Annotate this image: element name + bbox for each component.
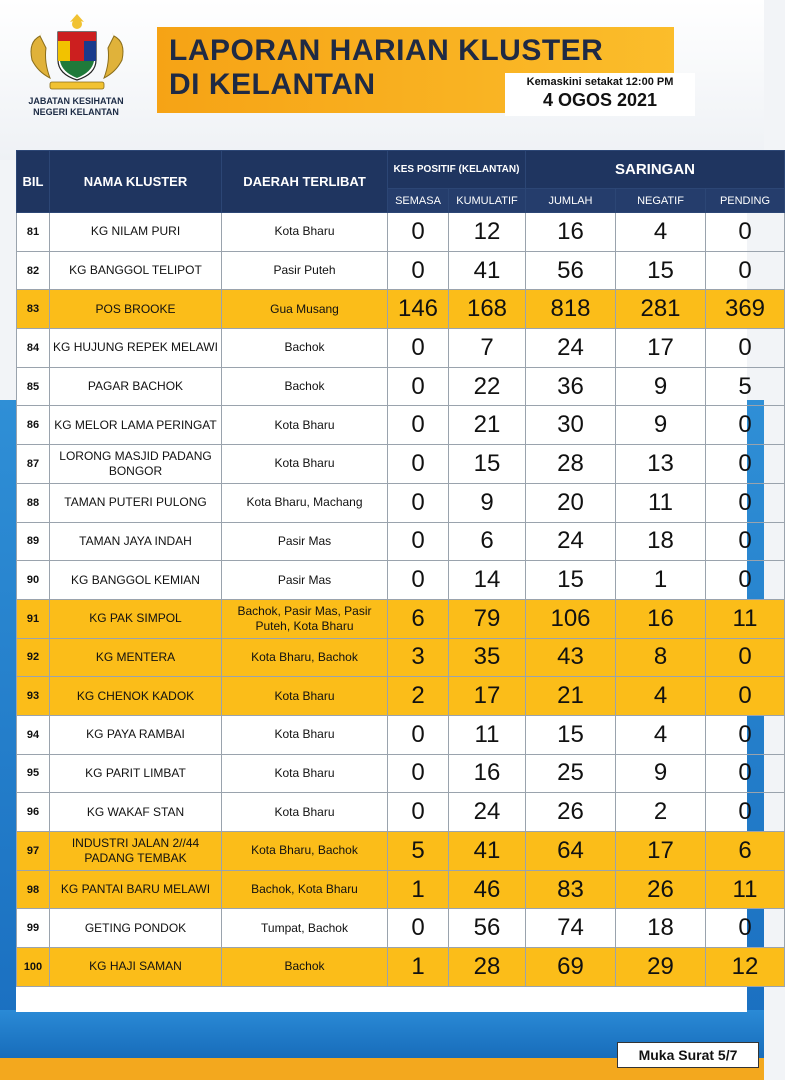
cell-bil: 91 xyxy=(17,599,50,638)
cell-semasa: 1 xyxy=(388,948,449,987)
cell-negatif: 2 xyxy=(616,793,706,832)
cell-daerah: Kota Bharu xyxy=(222,715,388,754)
cell-semasa: 0 xyxy=(388,213,449,252)
cell-negatif: 1 xyxy=(616,561,706,600)
cell-semasa: 146 xyxy=(388,290,449,329)
cell-semasa: 0 xyxy=(388,561,449,600)
cell-pending: 0 xyxy=(706,445,785,484)
cell-nama-kluster: LORONG MASJID PADANG BONGOR xyxy=(50,445,222,484)
page-title-line-1: LAPORAN HARIAN KLUSTER xyxy=(169,34,604,67)
cell-nama-kluster: INDUSTRI JALAN 2//44 PADANG TEMBAK xyxy=(50,832,222,871)
cell-kumulatif: 9 xyxy=(449,483,526,522)
cell-jumlah: 25 xyxy=(526,754,616,793)
cell-daerah: Bachok, Pasir Mas, Pasir Puteh, Kota Bharu xyxy=(222,599,388,638)
cell-negatif: 18 xyxy=(616,522,706,561)
cell-bil: 94 xyxy=(17,715,50,754)
cell-jumlah: 24 xyxy=(526,522,616,561)
cell-daerah: Kota Bharu xyxy=(222,406,388,445)
update-date: 4 OGOS 2021 xyxy=(542,90,658,110)
cell-jumlah: 56 xyxy=(526,251,616,290)
agency-name xyxy=(10,96,142,118)
table-row xyxy=(17,793,785,832)
cell-jumlah: 16 xyxy=(526,213,616,252)
cell-negatif: 17 xyxy=(616,329,706,368)
cell-jumlah: 64 xyxy=(526,832,616,871)
table-row xyxy=(17,599,785,638)
header-negatif: NEGATIF xyxy=(616,189,706,213)
cell-bil: 100 xyxy=(17,948,50,987)
cell-pending: 11 xyxy=(706,870,785,909)
cell-negatif: 26 xyxy=(616,870,706,909)
cell-semasa: 0 xyxy=(388,483,449,522)
cell-kumulatif: 15 xyxy=(449,445,526,484)
cell-negatif: 13 xyxy=(616,445,706,484)
cell-daerah: Kota Bharu xyxy=(222,677,388,716)
table-row xyxy=(17,367,785,406)
cell-negatif: 17 xyxy=(616,832,706,871)
cell-kumulatif: 46 xyxy=(449,870,526,909)
cell-pending: 0 xyxy=(706,329,785,368)
cell-nama-kluster: KG MENTERA xyxy=(50,638,222,677)
cell-kumulatif: 41 xyxy=(449,832,526,871)
cell-bil: 92 xyxy=(17,638,50,677)
cell-semasa: 3 xyxy=(388,638,449,677)
cell-kumulatif: 16 xyxy=(449,754,526,793)
table-row xyxy=(17,213,785,252)
cell-bil: 81 xyxy=(17,213,50,252)
cell-jumlah: 15 xyxy=(526,561,616,600)
agency-line-1: JABATAN KESIHATAN xyxy=(28,96,124,106)
cell-pending: 0 xyxy=(706,561,785,600)
cell-jumlah: 30 xyxy=(526,406,616,445)
cell-negatif: 9 xyxy=(616,367,706,406)
cell-nama-kluster: KG HAJI SAMAN xyxy=(50,948,222,987)
cell-negatif: 4 xyxy=(616,715,706,754)
cell-daerah: Kota Bharu, Bachok xyxy=(222,638,388,677)
cell-nama-kluster: KG BANGGOL KEMIAN xyxy=(50,561,222,600)
page-title-line-2: DI KELANTAN xyxy=(169,68,376,101)
cell-nama-kluster: KG HUJUNG REPEK MELAWI xyxy=(50,329,222,368)
cell-daerah: Pasir Mas xyxy=(222,561,388,600)
header-pending: PENDING xyxy=(706,189,785,213)
cell-semasa: 0 xyxy=(388,367,449,406)
cell-bil: 84 xyxy=(17,329,50,368)
cell-pending: 0 xyxy=(706,483,785,522)
cell-negatif: 18 xyxy=(616,909,706,948)
cell-daerah: Gua Musang xyxy=(222,290,388,329)
cell-negatif: 29 xyxy=(616,948,706,987)
update-info xyxy=(505,73,695,116)
cell-kumulatif: 168 xyxy=(449,290,526,329)
cell-daerah: Bachok xyxy=(222,329,388,368)
cell-pending: 0 xyxy=(706,715,785,754)
cell-jumlah: 43 xyxy=(526,638,616,677)
cell-nama-kluster: TAMAN JAYA INDAH xyxy=(50,522,222,561)
cell-kumulatif: 79 xyxy=(449,599,526,638)
cell-jumlah: 36 xyxy=(526,367,616,406)
cell-pending: 0 xyxy=(706,522,785,561)
table-row xyxy=(17,870,785,909)
cell-jumlah: 24 xyxy=(526,329,616,368)
cell-pending: 0 xyxy=(706,213,785,252)
cell-bil: 88 xyxy=(17,483,50,522)
table-row xyxy=(17,715,785,754)
cell-nama-kluster: TAMAN PUTERI PULONG xyxy=(50,483,222,522)
cell-nama-kluster: KG MELOR LAMA PERINGAT xyxy=(50,406,222,445)
cell-bil: 97 xyxy=(17,832,50,871)
cell-negatif: 4 xyxy=(616,677,706,716)
cell-pending: 369 xyxy=(706,290,785,329)
cell-jumlah: 26 xyxy=(526,793,616,832)
cell-pending: 0 xyxy=(706,909,785,948)
cell-pending: 0 xyxy=(706,793,785,832)
cell-bil: 98 xyxy=(17,870,50,909)
coat-of-arms-logo xyxy=(22,12,132,94)
cell-daerah: Bachok, Kota Bharu xyxy=(222,870,388,909)
header-saringan: SARINGAN xyxy=(526,151,785,189)
table-row xyxy=(17,909,785,948)
cell-semasa: 0 xyxy=(388,909,449,948)
cell-jumlah: 106 xyxy=(526,599,616,638)
cell-daerah: Kota Bharu xyxy=(222,754,388,793)
cell-kumulatif: 28 xyxy=(449,948,526,987)
cell-kumulatif: 56 xyxy=(449,909,526,948)
cell-semasa: 1 xyxy=(388,870,449,909)
table-row xyxy=(17,483,785,522)
table-row xyxy=(17,290,785,329)
cell-bil: 95 xyxy=(17,754,50,793)
cell-semasa: 0 xyxy=(388,754,449,793)
cell-pending: 0 xyxy=(706,677,785,716)
cell-daerah: Kota Bharu xyxy=(222,445,388,484)
agency-line-2: NEGERI KELANTAN xyxy=(33,107,119,117)
table-row xyxy=(17,832,785,871)
cell-pending: 0 xyxy=(706,406,785,445)
cell-kumulatif: 11 xyxy=(449,715,526,754)
cell-semasa: 0 xyxy=(388,715,449,754)
cell-kumulatif: 21 xyxy=(449,406,526,445)
cell-kumulatif: 14 xyxy=(449,561,526,600)
cell-jumlah: 21 xyxy=(526,677,616,716)
cell-negatif: 9 xyxy=(616,406,706,445)
header-nama-kluster: NAMA KLUSTER xyxy=(50,151,222,213)
cell-daerah: Bachok xyxy=(222,948,388,987)
cell-bil: 83 xyxy=(17,290,50,329)
header-kes-positif: KES POSITIF (KELANTAN) xyxy=(388,151,526,189)
table-row xyxy=(17,638,785,677)
cell-daerah: Pasir Puteh xyxy=(222,251,388,290)
cell-nama-kluster: KG NILAM PURI xyxy=(50,213,222,252)
cell-daerah: Kota Bharu xyxy=(222,213,388,252)
cell-daerah: Tumpat, Bachok xyxy=(222,909,388,948)
cell-pending: 0 xyxy=(706,754,785,793)
cell-bil: 96 xyxy=(17,793,50,832)
cell-jumlah: 15 xyxy=(526,715,616,754)
cell-bil: 87 xyxy=(17,445,50,484)
cluster-table-container xyxy=(16,150,771,1012)
cell-nama-kluster: KG PAYA RAMBAI xyxy=(50,715,222,754)
table-row xyxy=(17,522,785,561)
cell-semasa: 0 xyxy=(388,406,449,445)
cell-nama-kluster: GETING PONDOK xyxy=(50,909,222,948)
table-row xyxy=(17,406,785,445)
cell-negatif: 281 xyxy=(616,290,706,329)
cell-kumulatif: 12 xyxy=(449,213,526,252)
cell-nama-kluster: POS BROOKE xyxy=(50,290,222,329)
cell-negatif: 11 xyxy=(616,483,706,522)
table-row xyxy=(17,948,785,987)
cell-negatif: 4 xyxy=(616,213,706,252)
cell-daerah: Pasir Mas xyxy=(222,522,388,561)
cell-semasa: 0 xyxy=(388,445,449,484)
cell-pending: 5 xyxy=(706,367,785,406)
cell-daerah: Bachok xyxy=(222,367,388,406)
header-daerah: DAERAH TERLIBAT xyxy=(222,151,388,213)
cell-semasa: 0 xyxy=(388,329,449,368)
header-kumulatif: KUMULATIF xyxy=(449,189,526,213)
cell-jumlah: 28 xyxy=(526,445,616,484)
cell-daerah: Kota Bharu, Machang xyxy=(222,483,388,522)
cell-kumulatif: 35 xyxy=(449,638,526,677)
table-row xyxy=(17,445,785,484)
cell-jumlah: 69 xyxy=(526,948,616,987)
cell-bil: 82 xyxy=(17,251,50,290)
cell-pending: 11 xyxy=(706,599,785,638)
table-row xyxy=(17,251,785,290)
cell-daerah: Kota Bharu xyxy=(222,793,388,832)
cell-kumulatif: 22 xyxy=(449,367,526,406)
cell-nama-kluster: KG PAK SIMPOL xyxy=(50,599,222,638)
cell-negatif: 15 xyxy=(616,251,706,290)
cell-nama-kluster: PAGAR BACHOK xyxy=(50,367,222,406)
cell-semasa: 0 xyxy=(388,522,449,561)
header-bil: BIL xyxy=(17,151,50,213)
cell-bil: 89 xyxy=(17,522,50,561)
cell-pending: 0 xyxy=(706,638,785,677)
cell-kumulatif: 6 xyxy=(449,522,526,561)
cell-kumulatif: 7 xyxy=(449,329,526,368)
cell-bil: 93 xyxy=(17,677,50,716)
cell-nama-kluster: KG BANGGOL TELIPOT xyxy=(50,251,222,290)
cell-pending: 12 xyxy=(706,948,785,987)
cell-nama-kluster: KG CHENOK KADOK xyxy=(50,677,222,716)
cell-bil: 90 xyxy=(17,561,50,600)
cell-semasa: 5 xyxy=(388,832,449,871)
cell-semasa: 2 xyxy=(388,677,449,716)
cell-kumulatif: 17 xyxy=(449,677,526,716)
cell-bil: 99 xyxy=(17,909,50,948)
cell-nama-kluster: KG PARIT LIMBAT xyxy=(50,754,222,793)
cell-nama-kluster: KG PANTAI BARU MELAWI xyxy=(50,870,222,909)
cell-bil: 85 xyxy=(17,367,50,406)
table-row xyxy=(17,329,785,368)
table-row xyxy=(17,754,785,793)
cell-kumulatif: 24 xyxy=(449,793,526,832)
cell-jumlah: 74 xyxy=(526,909,616,948)
cell-bil: 86 xyxy=(17,406,50,445)
cell-negatif: 8 xyxy=(616,638,706,677)
table-row xyxy=(17,677,785,716)
cell-nama-kluster: KG WAKAF STAN xyxy=(50,793,222,832)
cell-negatif: 9 xyxy=(616,754,706,793)
cell-semasa: 0 xyxy=(388,251,449,290)
cell-jumlah: 818 xyxy=(526,290,616,329)
cell-negatif: 16 xyxy=(616,599,706,638)
cell-jumlah: 83 xyxy=(526,870,616,909)
cell-kumulatif: 41 xyxy=(449,251,526,290)
table-body xyxy=(17,213,785,987)
cell-pending: 0 xyxy=(706,251,785,290)
cell-jumlah: 20 xyxy=(526,483,616,522)
cell-semasa: 0 xyxy=(388,793,449,832)
header-jumlah: JUMLAH xyxy=(526,189,616,213)
header-semasa: SEMASA xyxy=(388,189,449,213)
cell-pending: 6 xyxy=(706,832,785,871)
cell-daerah: Kota Bharu, Bachok xyxy=(222,832,388,871)
update-label: Kemaskini setakat 12:00 PM xyxy=(526,76,674,88)
page-number: Muka Surat 5/7 xyxy=(617,1042,759,1068)
cell-semasa: 6 xyxy=(388,599,449,638)
cluster-table xyxy=(16,150,785,987)
table-row xyxy=(17,561,785,600)
